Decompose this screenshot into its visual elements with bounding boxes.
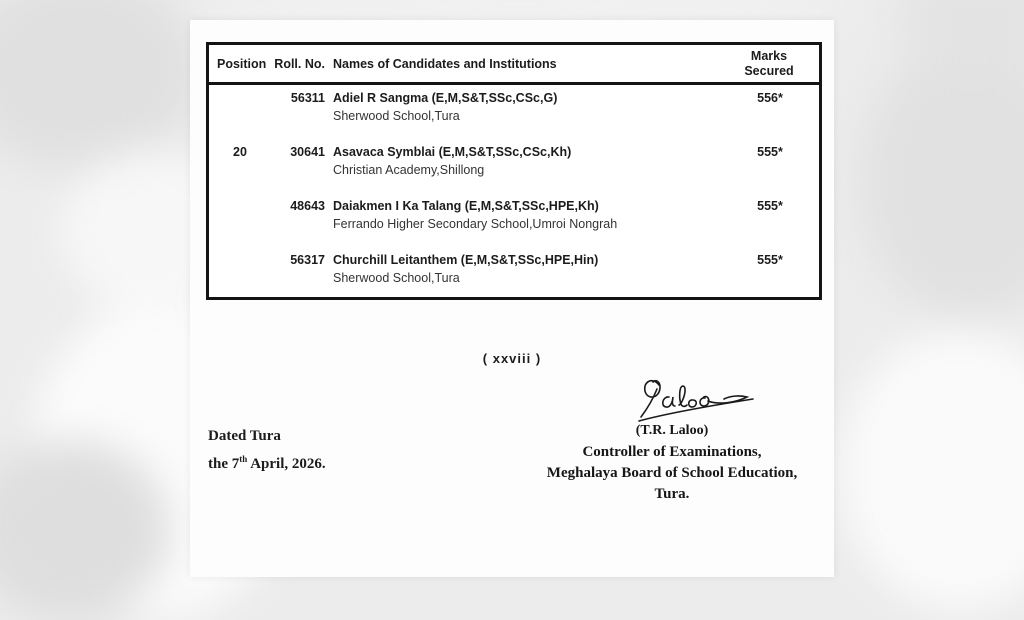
document-page: [190, 20, 834, 577]
table-row: [209, 251, 819, 287]
candidate-cell: [325, 197, 723, 233]
candidate-institution: Ferrando Higher Secondary School,Umroi Nongrah: [333, 217, 618, 231]
backdrop-blob: [840, 330, 1024, 610]
roll-no-cell: 56317: [290, 253, 325, 267]
signatory-title: Controller of Examinations,: [582, 444, 762, 460]
dateline-place: Dated Tura: [208, 428, 281, 444]
signatory-place: Tura.: [654, 486, 690, 502]
roll-no-cell: 48643: [290, 199, 325, 213]
position-cell: 20: [233, 145, 247, 159]
candidate-cell: [325, 143, 723, 179]
candidate-institution: Sherwood School,Tura: [333, 109, 460, 123]
signatory-block: [512, 420, 832, 505]
column-header-roll-no: Roll. No.: [274, 56, 325, 71]
roll-no-cell: 56311: [290, 91, 325, 105]
column-header-marks-line2: Secured: [744, 63, 794, 78]
dateline-date: the 7th April, 2026.: [208, 454, 326, 472]
dateline: [208, 425, 326, 476]
position-cell: [209, 197, 271, 233]
candidate-institution: Christian Academy,Shillong: [333, 163, 485, 177]
table-row: [209, 197, 819, 233]
candidate-cell: [325, 89, 723, 125]
table-row: [209, 143, 819, 179]
candidate-name: Asavaca Symblai (E,M,S&T,SSc,CSc,Kh): [333, 145, 572, 159]
column-header-marks-line1: Marks: [750, 48, 788, 63]
column-header-marks: [723, 49, 819, 79]
table-header-row: [209, 45, 819, 85]
candidate-cell: [325, 251, 723, 287]
results-table: [206, 42, 822, 300]
marks-cell: 555*: [757, 145, 783, 159]
position-cell: [209, 251, 271, 287]
signatory-organization: Meghalaya Board of School Education,: [546, 465, 798, 481]
candidate-institution: Sherwood School,Tura: [333, 271, 460, 285]
candidate-name: Churchill Leitanthem (E,M,S&T,SSc,HPE,Hin): [333, 253, 599, 267]
roll-no-cell: 30641: [290, 145, 325, 159]
candidate-name: Adiel R Sangma (E,M,S&T,SSc,CSc,G): [333, 91, 558, 105]
candidate-name: Daiakmen I Ka Talang (E,M,S&T,SSc,HPE,Kh): [333, 199, 599, 213]
marks-cell: 555*: [757, 199, 783, 213]
table-row: [209, 89, 819, 125]
marks-cell: 555*: [757, 253, 783, 267]
page-number: ( xxviii ): [482, 351, 542, 366]
column-header-position: Position: [217, 56, 267, 71]
signatory-name: (T.R. Laloo): [635, 423, 709, 438]
handwritten-signature-icon: [633, 375, 761, 425]
backdrop-blob: [860, 40, 1024, 320]
table-body: [209, 85, 819, 297]
column-header-names: Names of Candidates and Institutions: [333, 56, 557, 71]
backdrop-blob: [0, 0, 200, 170]
position-cell: [209, 89, 271, 125]
marks-cell: 556*: [757, 91, 783, 105]
